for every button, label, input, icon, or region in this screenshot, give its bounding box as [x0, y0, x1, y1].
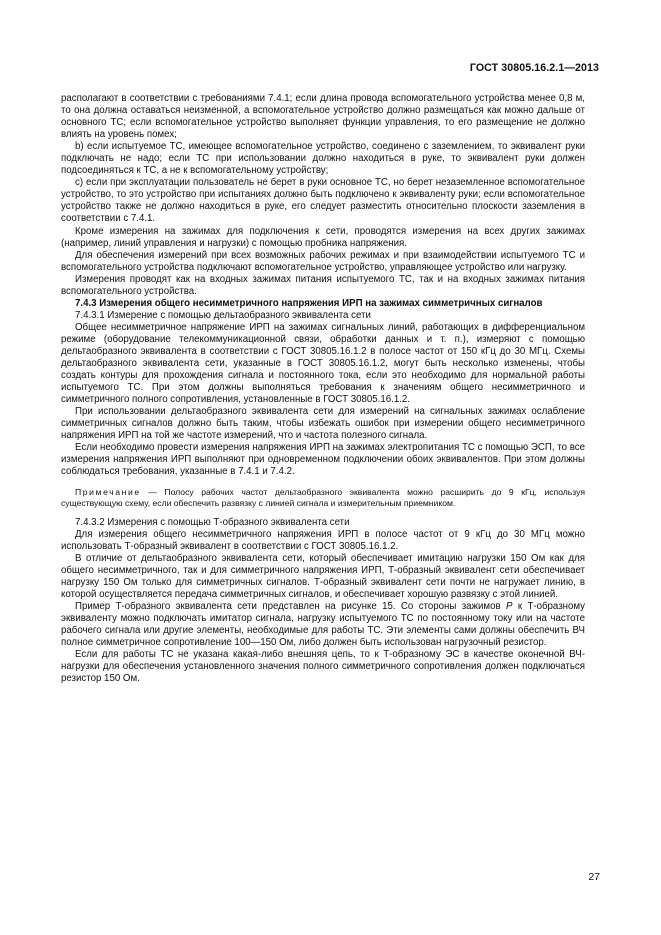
text-run: к Т-образному эквиваленту можно подключать имитатор сигнала, нагрузку испытуемого ТС по постоянному току или на частоте рабочего сигнала или другие элементы, необходимые для работы ТС. Эти элементы сами должны обеспечить ВЧ полное симметричное сопротивление 100—150 Ом, либо должен быть использован нагрузочный резистор. — [61, 600, 585, 648]
note-text: Полосу рабочих частот дельтаобразного эквивалента можно расширить до 9 кГц, используя существующую схему, если обеспечить развязку с линией сигнала и измерительным приемником. — [61, 486, 585, 508]
paragraph: Кроме измерения на зажимах для подключения к сети, проводятся измерения на всех других зажимах (например, линий управления и нагрузки) с помощью пробника напряжения. — [61, 225, 585, 249]
paragraph: Для измерения общего несимметричного напряжения ИРП в полосе частот от 9 кГц до 30 МГц можно использовать Т-образный эквивалент в соответствии с ГОСТ 30805.16.1.2. — [61, 528, 585, 552]
page-number: 27 — [588, 871, 600, 883]
subsection-heading-7-4-3-2: 7.4.3.2 Измерения с помощью Т-образного эквивалента сети — [75, 516, 350, 528]
page-header-standard: ГОСТ 30805.16.2.1—2013 — [469, 62, 599, 74]
paragraph: Общее несимметричное напряжение ИРП на зажимах сигнальных линий, работающих в дифференциальном режиме (оборудование телекоммуникационной связи, обработки данных и т. п.), измеряют с помощью дельтаобразного эквивалента в соответствии с ГОСТ 30805.16.1.2 в полосе частот от 150 кГц до 30 МГц. Схемы дельтаобразного эквивалента сети, указанные в ГОСТ 30805.16.1.2, могут быть несколько изменены, чтобы создать контуры для прохождения сигнала и постоянного тока, если это необходимо для нормальной работы испытуемого ТС. При этом должны выполняться требования к значениям общего несимметричного и симметричного полного сопротивления, установленные в ГОСТ 30805.16.1.2. — [61, 321, 585, 406]
note — [61, 487, 585, 509]
document-body — [61, 93, 585, 685]
text-run: Пример Т-образного эквивалента сети представлен на рисунке 15. Со стороны зажимов — [75, 600, 506, 612]
section-heading-7-4-3: 7.4.3 Измерения общего несимметричного напряжения ИРП на зажимах симметричных сигналов — [75, 297, 543, 309]
paragraph: Для обеспечения измерений при всех возможных рабочих режимах и при взаимодействии испытуемого ТС и вспомогательного устройства подключают вспомогательное устройство, управляющее устройство или нагрузку. — [61, 249, 585, 273]
paragraph: В отличие от дельтаобразного эквивалента сети, который обеспечивает имитацию нагрузки 150 Ом как для общего несимметричного, так и для симметричного напряжения ИРП, Т-образный эквивалент сети обеспечивает нагрузку 150 Ом только для симметричных сигналов. Т-образный эквивалент сети почти не нагружает линию, в которой осуществляется передача симметричных сигналов, и обеспечивает хорошую развязку с этой линией. — [61, 552, 585, 600]
paragraph: Если необходимо провести измерения напряжения ИРП на зажимах электропитания ТС с помощью ЭСП, то все измерения напряжения ИРП выполняют при одновременном подключении обоих эквивалентов. При этом должны соблюдаться требования, указанные в 7.4.1 и 7.4.2. — [61, 442, 585, 478]
list-item-b: b) если испытуемое ТС, имеющее вспомогательное устройство, соединено с заземлением, то эквивалент руки подключать не надо; если ТС при использовании должно находиться в руке, то эквивалент руки должен подсоединяться к ТС, а не к вспомогательному устройству; — [61, 141, 585, 177]
paragraph — [61, 601, 585, 649]
note-label: Примечание — [75, 486, 141, 497]
paragraph: располагают в соответствии с требованиями 7.4.1; если длина провода вспомогательного устройства менее 0,8 м, то она должна оставаться неизменной, а вспомогательное устройство должно размещаться как можно дальше от основного ТС; если вспомогательное устройство выполняет функции управления, то его размещение не должно влиять на уровень помех; — [61, 93, 585, 141]
terminal-symbol: Р — [506, 600, 513, 612]
subsection-heading-7-4-3-1: 7.4.3.1 Измерение с помощью дельтаобразного эквивалента сети — [75, 309, 371, 321]
paragraph: Измерения проводят как на входных зажимах питания испытуемого ТС, так и на входных зажимах питания вспомогательного устройства. — [61, 273, 585, 297]
paragraph: Если для работы ТС не указана какая-либо внешняя цепь, то к Т-образному ЭС в качестве оконечной ВЧ-нагрузки для обеспечения установленного значения полного симметричного сопротивления должен подключаться резистор 150 Ом. — [61, 649, 585, 685]
note-dash: — — [140, 486, 165, 497]
paragraph: При использовании дельтаобразного эквивалента сети для измерений на сигнальных зажимах ослабление симметричных сигналов должно быть таким, чтобы избежать ошибок при измерении общего несимметричного напряжения ИРП на той же частоте измерений, что и частота полезного сигнала. — [61, 406, 585, 442]
list-item-c: c) если при эксплуатации пользователь не берет в руки основное ТС, но берет незаземленное вспомогательное устройство, то это устройство при испытаниях должно быть подключено к эквиваленту руки; если вспомогательное устройство также не должно находиться в руке, его следует разместить относительно плоскости заземления в соответствии с 7.4.1. — [61, 177, 585, 225]
